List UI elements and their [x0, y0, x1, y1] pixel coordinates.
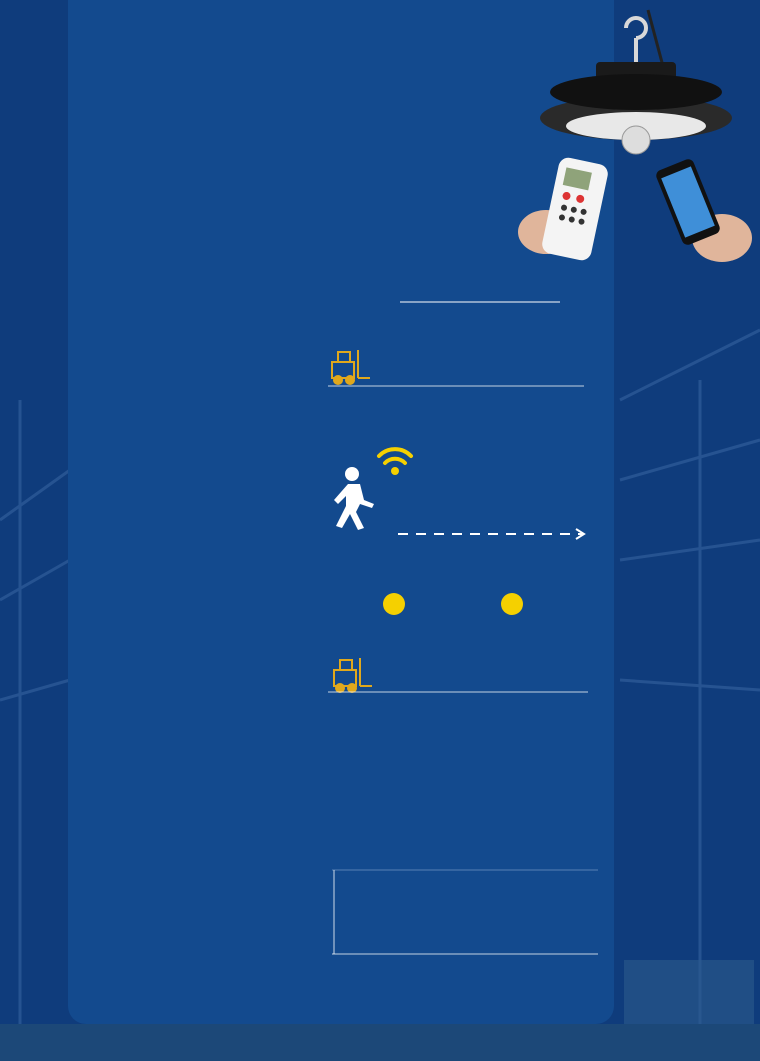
- forklift-icon: [332, 350, 370, 384]
- wifi-signal-icon: [376, 444, 414, 478]
- daylight-scene-b: [478, 580, 588, 694]
- motion-path-arrow: [398, 529, 584, 539]
- forklift-icon: [334, 658, 372, 692]
- lcd-remote-control-image: [518, 152, 618, 260]
- walking-person-icon: [330, 466, 376, 530]
- detection-cone-diagram: [332, 868, 602, 958]
- radial-detection-pattern: [74, 800, 242, 972]
- daylight-scene-a: [328, 580, 478, 694]
- bulb-row: [420, 458, 590, 538]
- grouping-illustration: [328, 280, 588, 390]
- sun-icon: [383, 593, 405, 615]
- sun-icon: [501, 593, 523, 615]
- smartphone-in-hand-image: [660, 158, 750, 260]
- high-bay-light-image: [530, 10, 730, 160]
